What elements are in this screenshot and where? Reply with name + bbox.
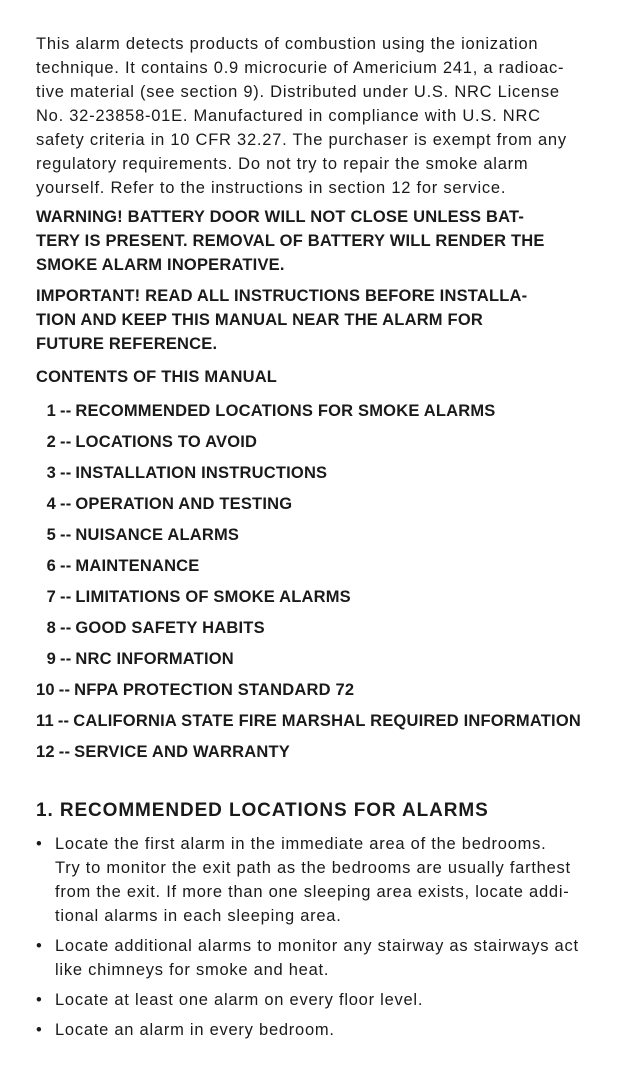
important-line: TION AND KEEP THIS MANUAL NEAR THE ALARM FOR — [36, 311, 483, 329]
toc-item-title: OPERATION AND TESTING — [75, 495, 293, 513]
toc-item-title: NFPA PROTECTION STANDARD 72 — [74, 681, 355, 699]
toc-item — [36, 458, 604, 489]
toc-item — [36, 582, 604, 613]
intro-line: regulatory requirements. Do not try to repair the smoke alarm — [36, 155, 529, 173]
important-notice — [36, 284, 604, 356]
bullet-list — [36, 832, 604, 1042]
toc-item — [36, 613, 604, 644]
toc-item-number: 7 — [46, 588, 56, 606]
intro-line: No. 32-23858-01E. Manufactured in compliance with U.S. NRC — [36, 107, 541, 125]
toc-item-number: 3 — [46, 464, 56, 482]
toc-item-number: 10 — [36, 681, 55, 699]
bullet-item — [36, 1018, 604, 1042]
intro-line: tive material (see section 9). Distributed under U.S. NRC License — [36, 83, 560, 101]
bullet-icon: • — [36, 937, 43, 955]
table-of-contents — [36, 396, 604, 768]
toc-item-separator: -- — [60, 526, 72, 544]
toc-item-title: LOCATIONS TO AVOID — [75, 433, 258, 451]
toc-item — [36, 427, 604, 458]
manual-page — [36, 32, 604, 1048]
important-line: FUTURE REFERENCE. — [36, 335, 218, 353]
toc-item — [36, 644, 604, 675]
toc-item-title: SERVICE AND WARRANTY — [74, 743, 290, 761]
toc-item-separator: -- — [60, 495, 72, 513]
warning-line: WARNING! BATTERY DOOR WILL NOT CLOSE UNLESS BAT- — [36, 208, 525, 226]
toc-item-separator: -- — [58, 743, 71, 761]
toc-item — [36, 706, 604, 737]
bullet-line: Locate an alarm in every bedroom. — [55, 1021, 335, 1039]
toc-item-title: MAINTENANCE — [75, 557, 200, 575]
toc-item-title: CALIFORNIA STATE FIRE MARSHAL REQUIRED INFORMATION — [73, 712, 581, 730]
toc-item-number: 6 — [46, 557, 56, 575]
toc-item-number: 12 — [36, 743, 55, 761]
toc-item-number: 4 — [46, 495, 56, 513]
toc-item-title: GOOD SAFETY HABITS — [75, 619, 265, 637]
intro-line: safety criteria in 10 CFR 32.27. The purchaser is exempt from any — [36, 131, 567, 149]
intro-line: This alarm detects products of combustion using the ionization — [36, 35, 539, 53]
bullet-line: Locate the first alarm in the immediate area of the bedrooms. — [55, 835, 547, 853]
bullet-item — [36, 832, 604, 928]
toc-item-number: 1 — [46, 402, 56, 420]
bullet-line: like chimneys for smoke and heat. — [55, 961, 330, 979]
section-heading: 1. RECOMMENDED LOCATIONS FOR ALARMS — [36, 800, 489, 821]
bullet-icon: • — [36, 1021, 43, 1039]
toc-item-separator: -- — [58, 681, 71, 699]
warning-notice — [36, 205, 604, 277]
toc-item — [36, 489, 604, 520]
intro-line: yourself. Refer to the instructions in section 12 for service. — [36, 179, 507, 197]
intro-line: technique. It contains 0.9 microcurie of Americium 241, a radioac- — [36, 59, 565, 77]
contents-title: CONTENTS OF THIS MANUAL — [36, 368, 278, 386]
warning-line: TERY IS PRESENT. REMOVAL OF BATTERY WILL RENDER THE — [36, 232, 545, 250]
toc-item-title: NUISANCE ALARMS — [75, 526, 240, 544]
toc-item-separator: -- — [60, 557, 72, 575]
bullet-icon: • — [36, 991, 43, 1009]
toc-item-title: LIMITATIONS OF SMOKE ALARMS — [75, 588, 351, 606]
toc-item-title: INSTALLATION INSTRUCTIONS — [75, 464, 328, 482]
bullet-line: tional alarms in each sleeping area. — [55, 907, 342, 925]
toc-item-title: NRC INFORMATION — [75, 650, 234, 668]
toc-item-separator: -- — [57, 712, 70, 730]
toc-item-number: 11 — [36, 712, 54, 730]
toc-item — [36, 551, 604, 582]
toc-item-number: 2 — [46, 433, 56, 451]
toc-item-separator: -- — [60, 464, 72, 482]
warning-line: SMOKE ALARM INOPERATIVE. — [36, 256, 285, 274]
toc-item-number: 5 — [46, 526, 56, 544]
toc-item-title: RECOMMENDED LOCATIONS FOR SMOKE ALARMS — [75, 402, 496, 420]
bullet-line: Try to monitor the exit path as the bedrooms are usually farthest — [55, 859, 571, 877]
toc-item-number: 8 — [46, 619, 56, 637]
toc-item-separator: -- — [60, 619, 72, 637]
toc-item-separator: -- — [60, 433, 72, 451]
bullet-line: Locate at least one alarm on every floor level. — [55, 991, 424, 1009]
important-line: IMPORTANT! READ ALL INSTRUCTIONS BEFORE INSTALLA- — [36, 287, 528, 305]
bullet-item — [36, 934, 604, 982]
intro-paragraph — [36, 32, 604, 200]
toc-item — [36, 520, 604, 551]
toc-item-separator: -- — [60, 588, 72, 606]
bullet-item — [36, 988, 604, 1012]
bullet-line: Locate additional alarms to monitor any stairway as stairways act — [55, 937, 579, 955]
toc-item — [36, 675, 604, 706]
bullet-icon: • — [36, 835, 43, 853]
bullet-line: from the exit. If more than one sleeping area exists, locate addi- — [55, 883, 570, 901]
toc-item-number: 9 — [46, 650, 56, 668]
toc-item-separator: -- — [60, 650, 72, 668]
toc-item-separator: -- — [60, 402, 72, 420]
toc-item — [36, 737, 604, 768]
toc-item — [36, 396, 604, 427]
